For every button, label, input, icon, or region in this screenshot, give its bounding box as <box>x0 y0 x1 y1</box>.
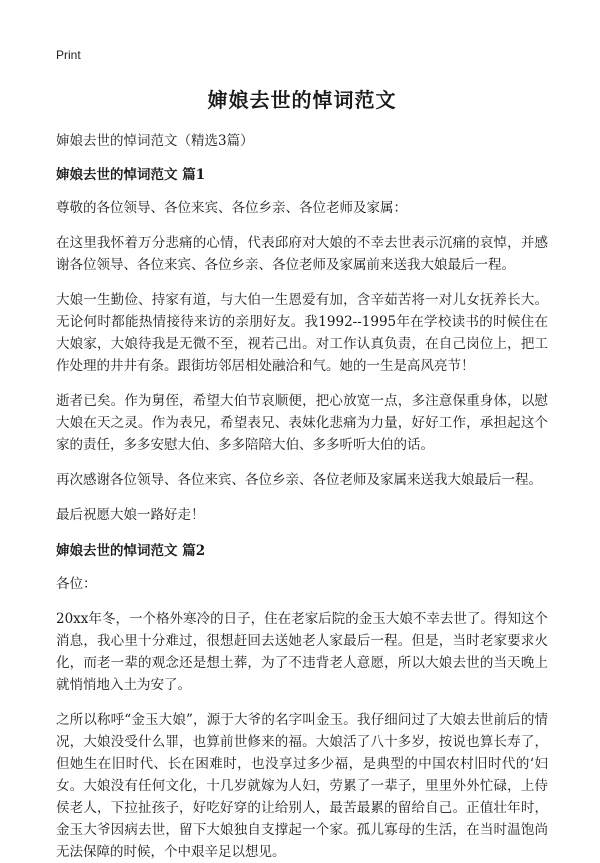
section-heading: 婶娘去世的悼词范文 篇2 <box>56 543 206 559</box>
print-link[interactable]: Print <box>56 48 81 62</box>
paragraph: 逝者已矣。作为舅侄，希望大伯节哀顺便，把心放宽一点，多注意保重身体，以慰大娘在天之灵。作为表兄，希望表兄、表妹化悲痛为力量，好好工作，承担起这个家的责任，多多安慰大伯、多多陪陪大伯、多多听听大伯的话。 <box>56 393 548 453</box>
section-heading: 婶娘去世的悼词范文 篇1 <box>56 167 206 183</box>
document-title: 婶娘去世的悼词范文 <box>207 88 397 112</box>
paragraph: 尊敬的各位领导、各位来宾、各位乡亲、各位老师及家属： <box>56 200 407 216</box>
section-1 <box>56 163 548 526</box>
paragraph: 再次感谢各位领导、各位来宾、各位乡亲、各位老师及家属来送我大娘最后一程。 <box>56 472 542 488</box>
paragraph: 最后祝愿大娘一路好走！ <box>56 507 205 523</box>
paragraph: 各位： <box>56 576 97 592</box>
paragraph: 20xx年冬，一个格外寒冷的日子，住在老家后院的金玉大娘不幸去世了。得知这个消息，我心里十分难过，很想赶回去送她老人家最后一程。但是，当时老家要求火化，而老一辈的观念还是想土葬，为了不违背老人意愿，所以大娘去世的当天晚上就悄悄地入土为安了。 <box>56 611 548 693</box>
paragraph: 在这里我怀着万分悲痛的心情，代表邱府对大娘的不幸去世表示沉痛的哀悼，并感谢各位领导、各位来宾、各位乡亲、各位老师及家属前来送我大娘最后一程。 <box>56 235 548 273</box>
section-2 <box>56 539 548 863</box>
paragraph: 大娘一生勤俭、持家有道，与大伯一生恩爱有加，含辛茹苦将一对儿女抚养长大。无论何时都能热情接待来访的亲朋好友。我1992--1995年在学校读书的时候住在大娘家，大娘待我是无微不至，视若己出。对工作认真负责，在自己岗位上，把工作处理的井井有条。跟街坊邻居相处融洽和气。她的一生是高风亮节！ <box>56 292 548 374</box>
paragraph: 之所以称呼“金玉大娘”，源于大爷的名字叫金玉。我仔细问过了大娘去世前后的情况，大娘没受什么罪，也算前世修来的福。大娘活了八十多岁，按说也算长寿了，但她生在旧时代、长在困难时，也没享过多少福，是典型的中国农村旧时代的‘妇女。大娘没有任何文化，十几岁就嫁为人妇，劳累了一辈子，里里外外忙碌，上侍侯老人，下拉扯孩子，好吃好穿的让给别人，最苦最累的留给自己。正值壮年时，金玉大爷因病去世，留下大娘独自支撑起一个家。孤儿寡母的生活，在当时温饱尚无法保障的时候，个中艰辛足以想见。 <box>56 712 548 860</box>
document-subtitle: 婶娘去世的悼词范文（精选3篇） <box>56 133 254 149</box>
